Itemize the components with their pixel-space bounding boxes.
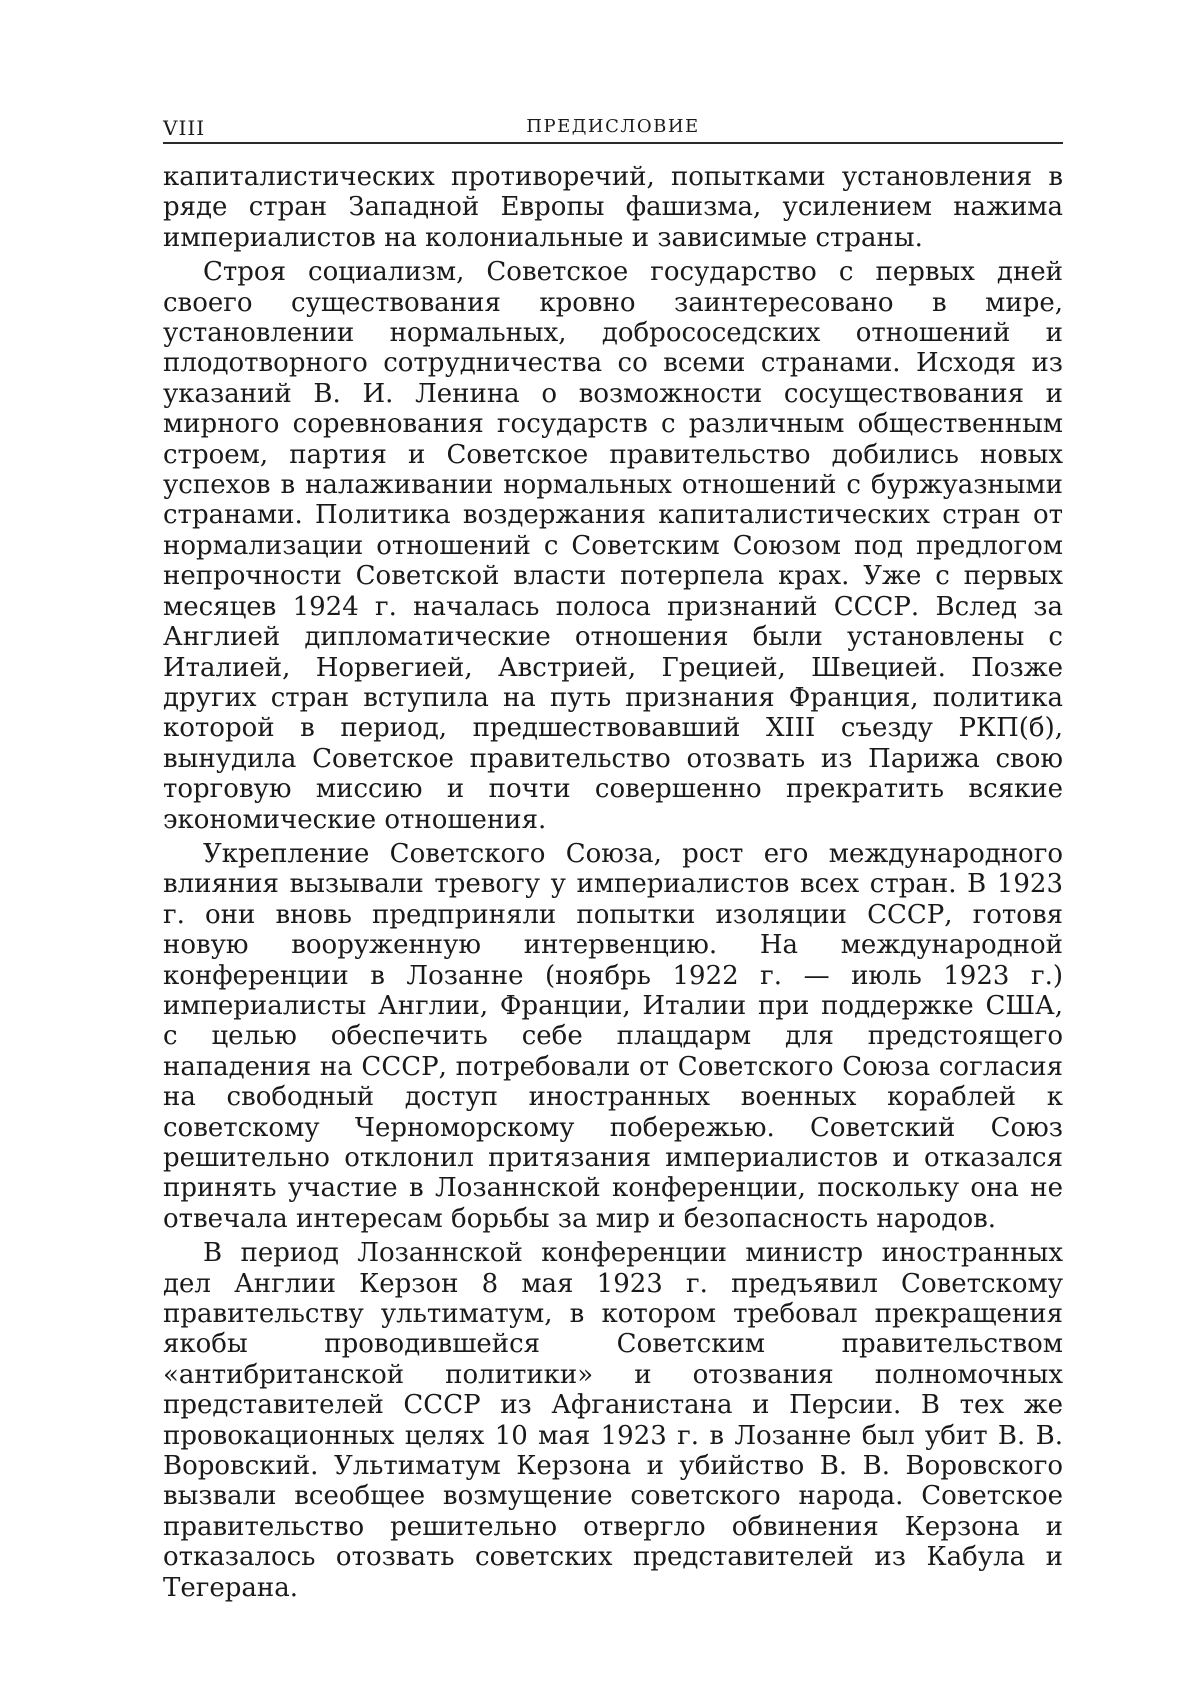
running-head [163, 112, 1063, 142]
body-text [163, 162, 1063, 1603]
running-title: ПРЕДИСЛОВИЕ [163, 116, 1063, 137]
paragraph-continuation: капиталистических противоречий, попытками установления в ряде стран Западной Европы фашизма, усилением нажима империалистов на колониальные и зависимые страны. [163, 162, 1063, 253]
paragraph: Строя социализм, Советское государство с первых дней своего существования кровно заинтересовано в мире, установлении нормальных, добрососедских отношений и плодотворного сотрудничества со всеми странами. Исходя из указаний В. И. Ленина о возможности сосуществования и мирного соревнования государств с различным общественным строем, партия и Советское правительство добились новых успехов в налаживании нормальных отношений с буржуазными странами. Политика воздержания капиталистических стран от нормализации отношений с Советским Союзом под предлогом непрочности Советской власти потерпела крах. Уже с первых месяцев 1924 г. началась полоса признаний СССР. Вслед за Англией дипломатические отношения были установлены с Италией, Норвегией, Австрией, Грецией, Швецией. Позже других стран вступила на путь признания Франция, политика которой в период, предшествовавший XIII съезду РКП(б), вынудила Советское правительство отозвать из Парижа свою торговую миссию и почти совершенно прекратить всякие экономические отношения. [163, 257, 1063, 835]
paragraph: Укрепление Советского Союза, рост его международного влияния вызывали тревогу у империалистов всех стран. В 1923 г. они вновь предприняли попытки изоляции СССР, готовя новую вооруженную интервенцию. На международной конференции в Лозанне (ноябрь 1922 г. — июль 1923 г.) империалисты Англии, Франции, Италии при поддержке США, с целью обеспечить себе плацдарм для предстоящего нападения на СССР, потребовали от Советского Союза согласия на свободный доступ иностранных военных кораблей к советскому Черноморскому побережью. Советский Союз решительно отклонил притязания империалистов и отказался принять участие в Лозаннской конференции, поскольку она не отвечала интересам борьбы за мир и безопасность народов. [163, 839, 1063, 1234]
paragraph: В период Лозаннской конференции министр иностранных дел Англии Керзон 8 мая 1923 г. предъявил Советскому правительству ультиматум, в котором требовал прекращения якобы проводившейся Советским правительством «антибританской политики» и отозвания полномочных представителей СССР из Афганистана и Персии. В тех же провокационных целях 10 мая 1923 г. в Лозанне был убит В. В. Воровский. Ультиматум Керзона и убийство В. В. Воровского вызвали всеобщее возмущение советского народа. Советское правительство решительно отвергло обвинения Керзона и отказалось отозвать советских представителей из Кабула и Тегерана. [163, 1238, 1063, 1603]
document-page [163, 112, 1063, 1607]
header-rule [163, 142, 1063, 144]
page-number: VIII [163, 116, 205, 140]
